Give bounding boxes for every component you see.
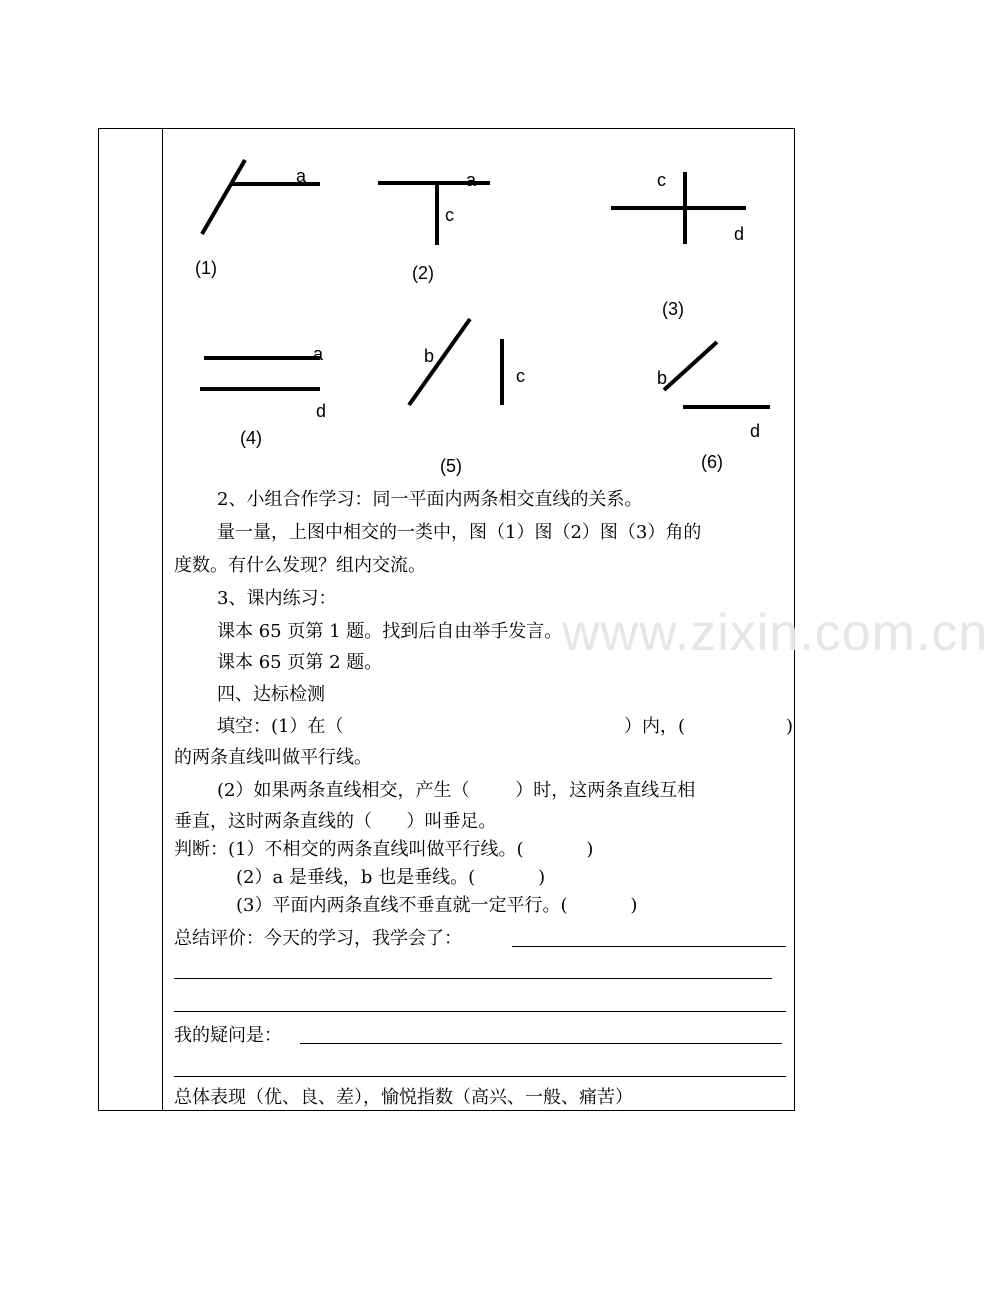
fig1-line-slanted [202, 160, 245, 234]
answer-line [174, 978, 772, 979]
fig3-label-d: d [734, 224, 745, 244]
line-figures [0, 0, 920, 480]
text-line: 垂直，这时两条直线的（ ）叫垂足。 [174, 811, 497, 832]
fill-blank-1b: ）内，( [624, 716, 686, 737]
watermark: www.zixin.com.cn [562, 604, 988, 662]
text-line: 度数。有什么发现？组内交流。 [174, 555, 426, 576]
answer-line [174, 1011, 786, 1012]
fig2-label-c: c [445, 205, 454, 225]
answer-line [512, 946, 786, 947]
fill-blank-1c: ) [786, 716, 794, 737]
text-line: 课本 65 页第 2 题。 [217, 652, 383, 673]
fig5-caption: (5) [440, 456, 462, 476]
answer-line [174, 1076, 786, 1077]
text-line: 3、课内练习： [217, 588, 337, 609]
summary-label: 总结评价：今天的学习，我学会了： [174, 928, 462, 949]
fill-blank-2: (2）如果两条直线相交，产生（ ）时，这两条直线互相 [217, 780, 696, 801]
fig4-label-d: d [316, 401, 327, 421]
fig1-label-a: a [296, 166, 307, 186]
fig3-caption: (3) [662, 299, 684, 319]
answer-line [300, 1043, 782, 1044]
judge-3: (3）平面内两条直线不垂直就一定平行。( ) [236, 895, 638, 916]
fig5-label-c: c [516, 366, 525, 386]
fig3-label-c: c [657, 170, 666, 190]
text-line: 课本 65 页第 1 题。找到后自由举手发言。 [217, 621, 563, 642]
fig6-caption: (6) [701, 452, 723, 472]
text-line: 2、小组合作学习：同一平面内两条相交直线的关系。 [217, 489, 643, 510]
fig2-label-a: a [466, 170, 477, 190]
fill-blank-1a: 填空：(1）在（ [217, 716, 344, 737]
fig5-label-b: b [424, 346, 435, 366]
text-line: 的两条直线叫做平行线。 [174, 747, 372, 768]
fig5-line-b [409, 319, 470, 405]
fig2-caption: (2) [412, 263, 434, 283]
question-label: 我的疑问是： [174, 1025, 282, 1046]
fig4-caption: (4) [240, 428, 262, 448]
section-heading: 四、达标检测 [217, 684, 325, 705]
text-line: 量一量，上图中相交的一类中，图（1）图（2）图（3）角的 [217, 522, 702, 543]
overall-evaluation: 总体表现（优、良、差），愉悦指数（高兴、一般、痛苦） [174, 1087, 633, 1108]
fig6-line-b [664, 342, 717, 390]
judge-1: 判断：(1）不相交的两条直线叫做平行线。( ) [174, 839, 594, 860]
fig4-label-a: a [313, 344, 324, 364]
judge-2: (2）a 是垂线，b 也是垂线。( ) [236, 867, 546, 888]
fig6-label-b: b [657, 368, 668, 388]
fig6-label-d: d [750, 421, 761, 441]
fig1-caption: (1) [195, 258, 217, 278]
